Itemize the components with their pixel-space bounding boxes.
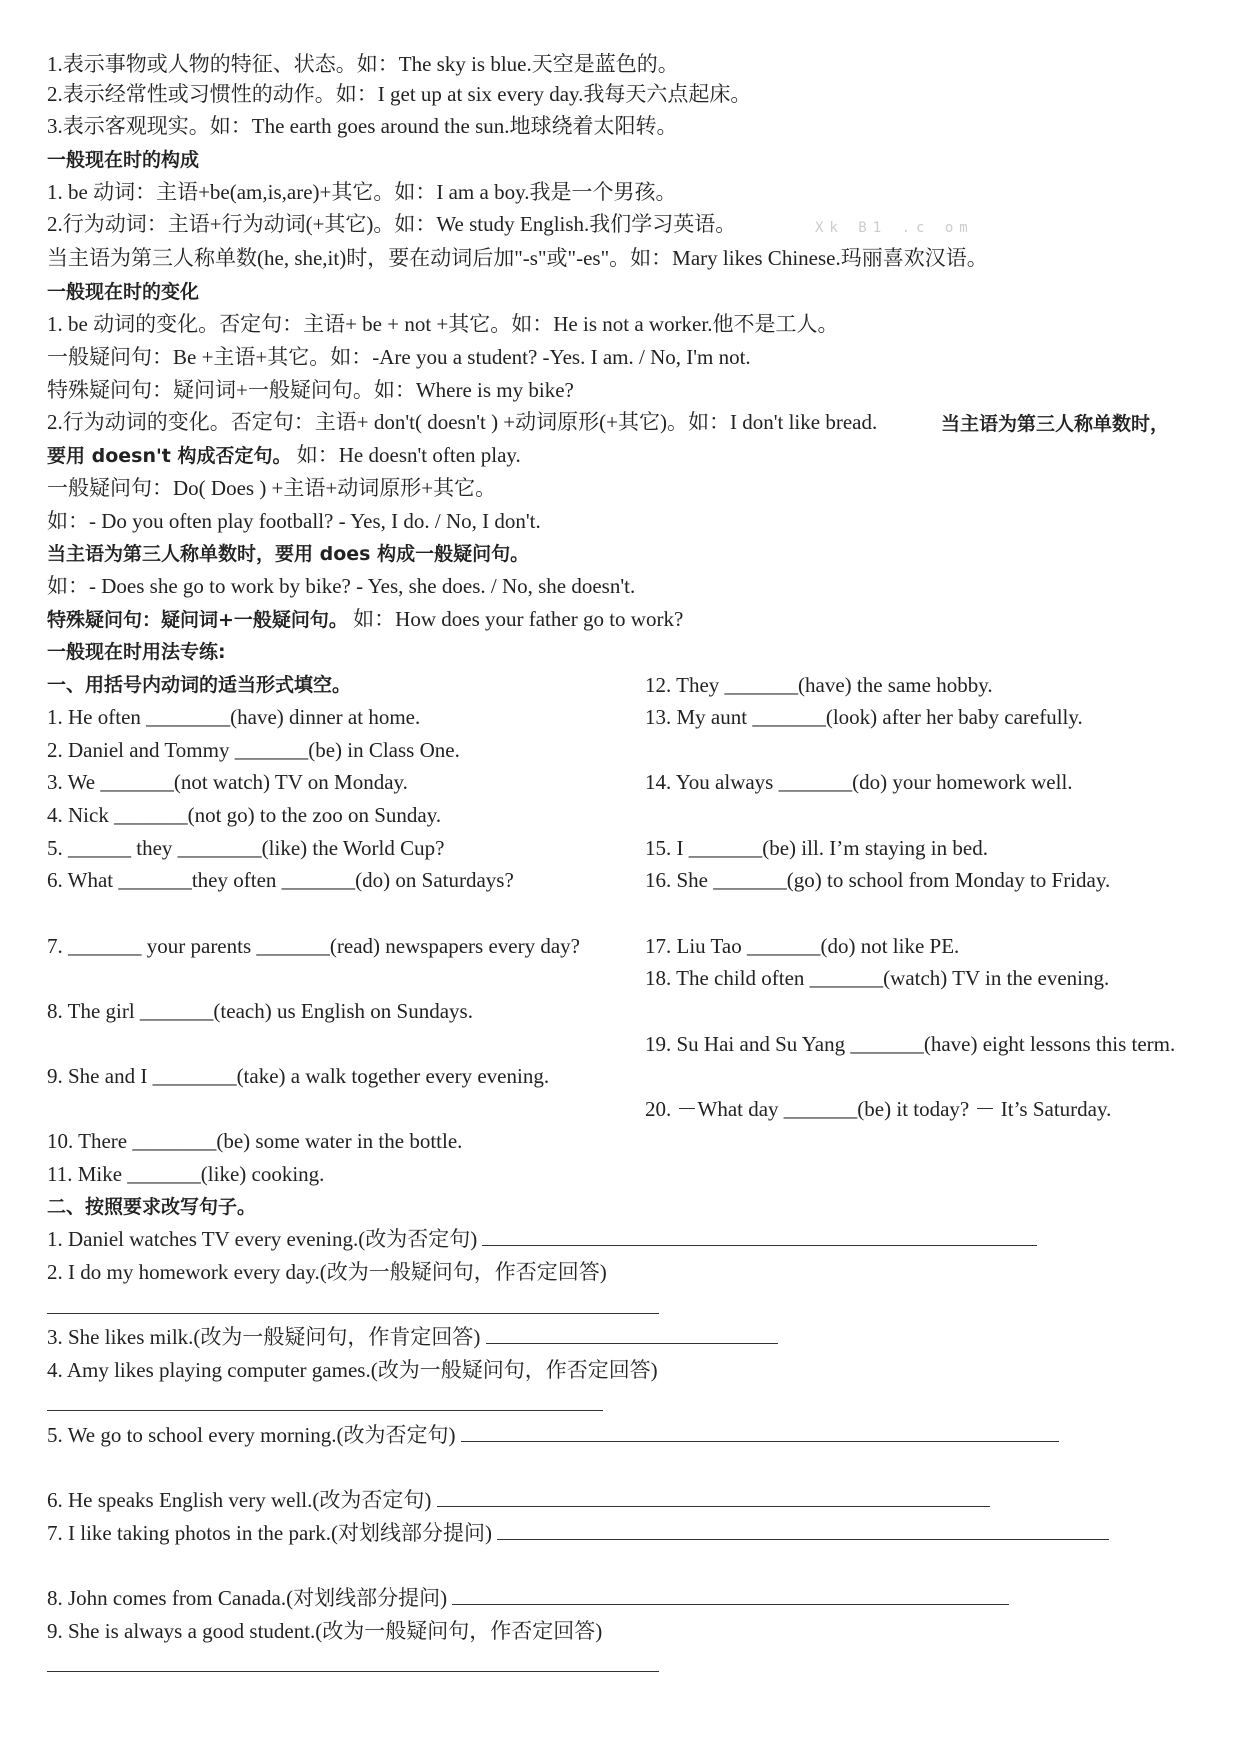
form-line-1: 1. be 动词：主语+be(am,is,are)+其它。如：I am a boy.我是一个男孩。 [47, 180, 677, 204]
rewrite-item-1-text: 1. Daniel watches TV every evening.(改为否定句) [47, 1227, 478, 1251]
answer-line[interactable] [452, 1588, 1009, 1605]
rewrite-item-2: 2. I do my homework every day.(改为一般疑问句，作否定回答) [47, 1260, 607, 1284]
exercise-item-10: 10. There ________(be) some water in the bottle. [47, 1129, 463, 1153]
rewrite-item-5-text: 5. We go to school every morning.(改为否定句) [47, 1423, 456, 1447]
change-line-5-bold: 要用 doesn't 构成否定句。 [47, 445, 292, 467]
practice-heading: 一般现在时用法专练: [47, 641, 226, 663]
change-line-10-bold: 特殊疑问句：疑问词+一般疑问句。 [47, 609, 348, 631]
section-heading-form: 一般现在时的构成 [47, 149, 200, 171]
answer-line[interactable] [461, 1425, 1059, 1442]
rewrite-item-9: 9. She is always a good student.(改为一般疑问句，作否定回答) [47, 1619, 603, 1643]
exercise-item-20: 20. －What day _______(be) it today? － It’s Saturday. [645, 1097, 1112, 1121]
exercise-item-15: 15. I _______(be) ill. I’m staying in bed. [645, 836, 988, 860]
rewrite-item-6 [47, 1486, 990, 1514]
change-line-1: 1. be 动词的变化。否定句：主语+ be + not +其它。如：He is not a worker.他不是工人。 [47, 312, 839, 336]
change-line-4-bold: 当主语为第三人称单数时， [941, 413, 1170, 435]
answer-line[interactable] [437, 1490, 990, 1507]
exercise-item-12: 12. They _______(have) the same hobby. [645, 673, 993, 697]
rewrite-item-3-text: 3. She likes milk.(改为一般疑问句，作肯定回答) [47, 1325, 481, 1349]
exercise-item-11: 11. Mike _______(like) cooking. [47, 1162, 325, 1186]
exercise-item-17: 17. Liu Tao _______(do) not like PE. [645, 934, 960, 958]
rewrite-item-8-text: 8. John comes from Canada.(对划线部分提问) [47, 1586, 448, 1610]
change-line-10-example: 如：How does your father go to work? [353, 607, 684, 631]
exercise-item-13: 13. My aunt _______(look) after her baby carefully. [645, 705, 1083, 729]
exercise-item-18: 18. The child often _______(watch) TV in the evening. [645, 966, 1110, 990]
answer-line[interactable] [482, 1229, 1037, 1246]
change-line-2: 一般疑问句：Be +主语+其它。如：-Are you a student? -Yes. I am. / No, I'm not. [47, 345, 751, 369]
change-line-8: 当主语为第三人称单数时，要用 does 构成一般疑问句。 [47, 543, 530, 565]
rewrite-item-5 [47, 1421, 1059, 1449]
change-line-10 [47, 605, 683, 634]
form-line-2: 2.行为动词：主语+行为动词(+其它)。如：We study English.我们学习英语。 [47, 212, 737, 236]
answer-line[interactable] [486, 1327, 778, 1344]
exercise-item-2: 2. Daniel and Tommy _______(be) in Class One. [47, 738, 460, 762]
rewrite-item-1 [47, 1225, 1037, 1253]
rewrite-item-6-text: 6. He speaks English very well.(改为否定句) [47, 1488, 432, 1512]
exercise-item-4: 4. Nick _______(not go) to the zoo on Sunday. [47, 803, 442, 827]
exercise-item-3: 3. We _______(not watch) TV on Monday. [47, 770, 408, 794]
exercise-item-16: 16. She _______(go) to school from Monday to Friday. [645, 868, 1111, 892]
exercise-item-1: 1. He often ________(have) dinner at home. [47, 705, 421, 729]
answer-line[interactable] [47, 1313, 659, 1314]
change-line-6: 一般疑问句：Do( Does ) +主语+动词原形+其它。 [47, 476, 497, 500]
usage-line-3: 3.表示客观现实。如：The earth goes around the sun.地球绕着太阳转。 [47, 114, 678, 138]
exercise-item-5: 5. ______ they ________(like) the World Cup? [47, 836, 445, 860]
exercise-item-9: 9. She and I ________(take) a walk together every evening. [47, 1064, 550, 1088]
change-line-4: 2.行为动词的变化。否定句：主语+ don't( doesn't ) +动词原形(+其它)。如：I don't like bread. [47, 410, 878, 434]
change-line-9: 如：- Does she go to work by bike? - Yes, she does. / No, she doesn't. [47, 574, 636, 598]
part1-heading: 一、用括号内动词的适当形式填空。 [47, 674, 352, 696]
watermark: Xk B1 .c om [815, 220, 974, 236]
section-heading-change: 一般现在时的变化 [47, 281, 200, 303]
exercise-item-14: 14. You always _______(do) your homework well. [645, 770, 1073, 794]
answer-line[interactable] [497, 1523, 1109, 1540]
answer-line[interactable] [47, 1671, 659, 1672]
rewrite-item-4: 4. Amy likes playing computer games.(改为一般疑问句，作否定回答) [47, 1358, 658, 1382]
usage-line-1: 1.表示事物或人物的特征、状态。如：The sky is blue.天空是蓝色的。 [47, 52, 679, 76]
answer-line[interactable] [47, 1410, 603, 1411]
rewrite-item-8 [47, 1584, 1009, 1612]
exercise-item-6: 6. What _______they often _______(do) on Saturdays? [47, 868, 514, 892]
exercise-item-19: 19. Su Hai and Su Yang _______(have) eight lessons this term. [645, 1032, 1176, 1056]
form-line-3: 当主语为第三人称单数(he, she,it)时，要在动词后加"-s"或"-es"。如：Mary likes Chinese.玛丽喜欢汉语。 [47, 246, 988, 270]
change-line-5 [47, 441, 521, 470]
rewrite-item-7-text: 7. I like taking photos in the park.(对划线部分提问) [47, 1521, 493, 1545]
rewrite-item-7 [47, 1519, 1109, 1547]
exercise-item-7: 7. _______ your parents _______(read) newspapers every day? [47, 934, 580, 958]
usage-line-2: 2.表示经常性或习惯性的动作。如：I get up at six every day.我每天六点起床。 [47, 82, 752, 106]
change-line-7: 如：- Do you often play football? - Yes, I do. / No, I don't. [47, 509, 541, 533]
part2-heading: 二、按照要求改写句子。 [47, 1196, 257, 1218]
change-line-3: 特殊疑问句：疑问词+一般疑问句。如：Where is my bike? [47, 378, 574, 402]
change-line-5-example: 如：He doesn't often play. [296, 443, 521, 467]
rewrite-item-3 [47, 1323, 778, 1351]
exercise-item-8: 8. The girl _______(teach) us English on Sundays. [47, 999, 473, 1023]
